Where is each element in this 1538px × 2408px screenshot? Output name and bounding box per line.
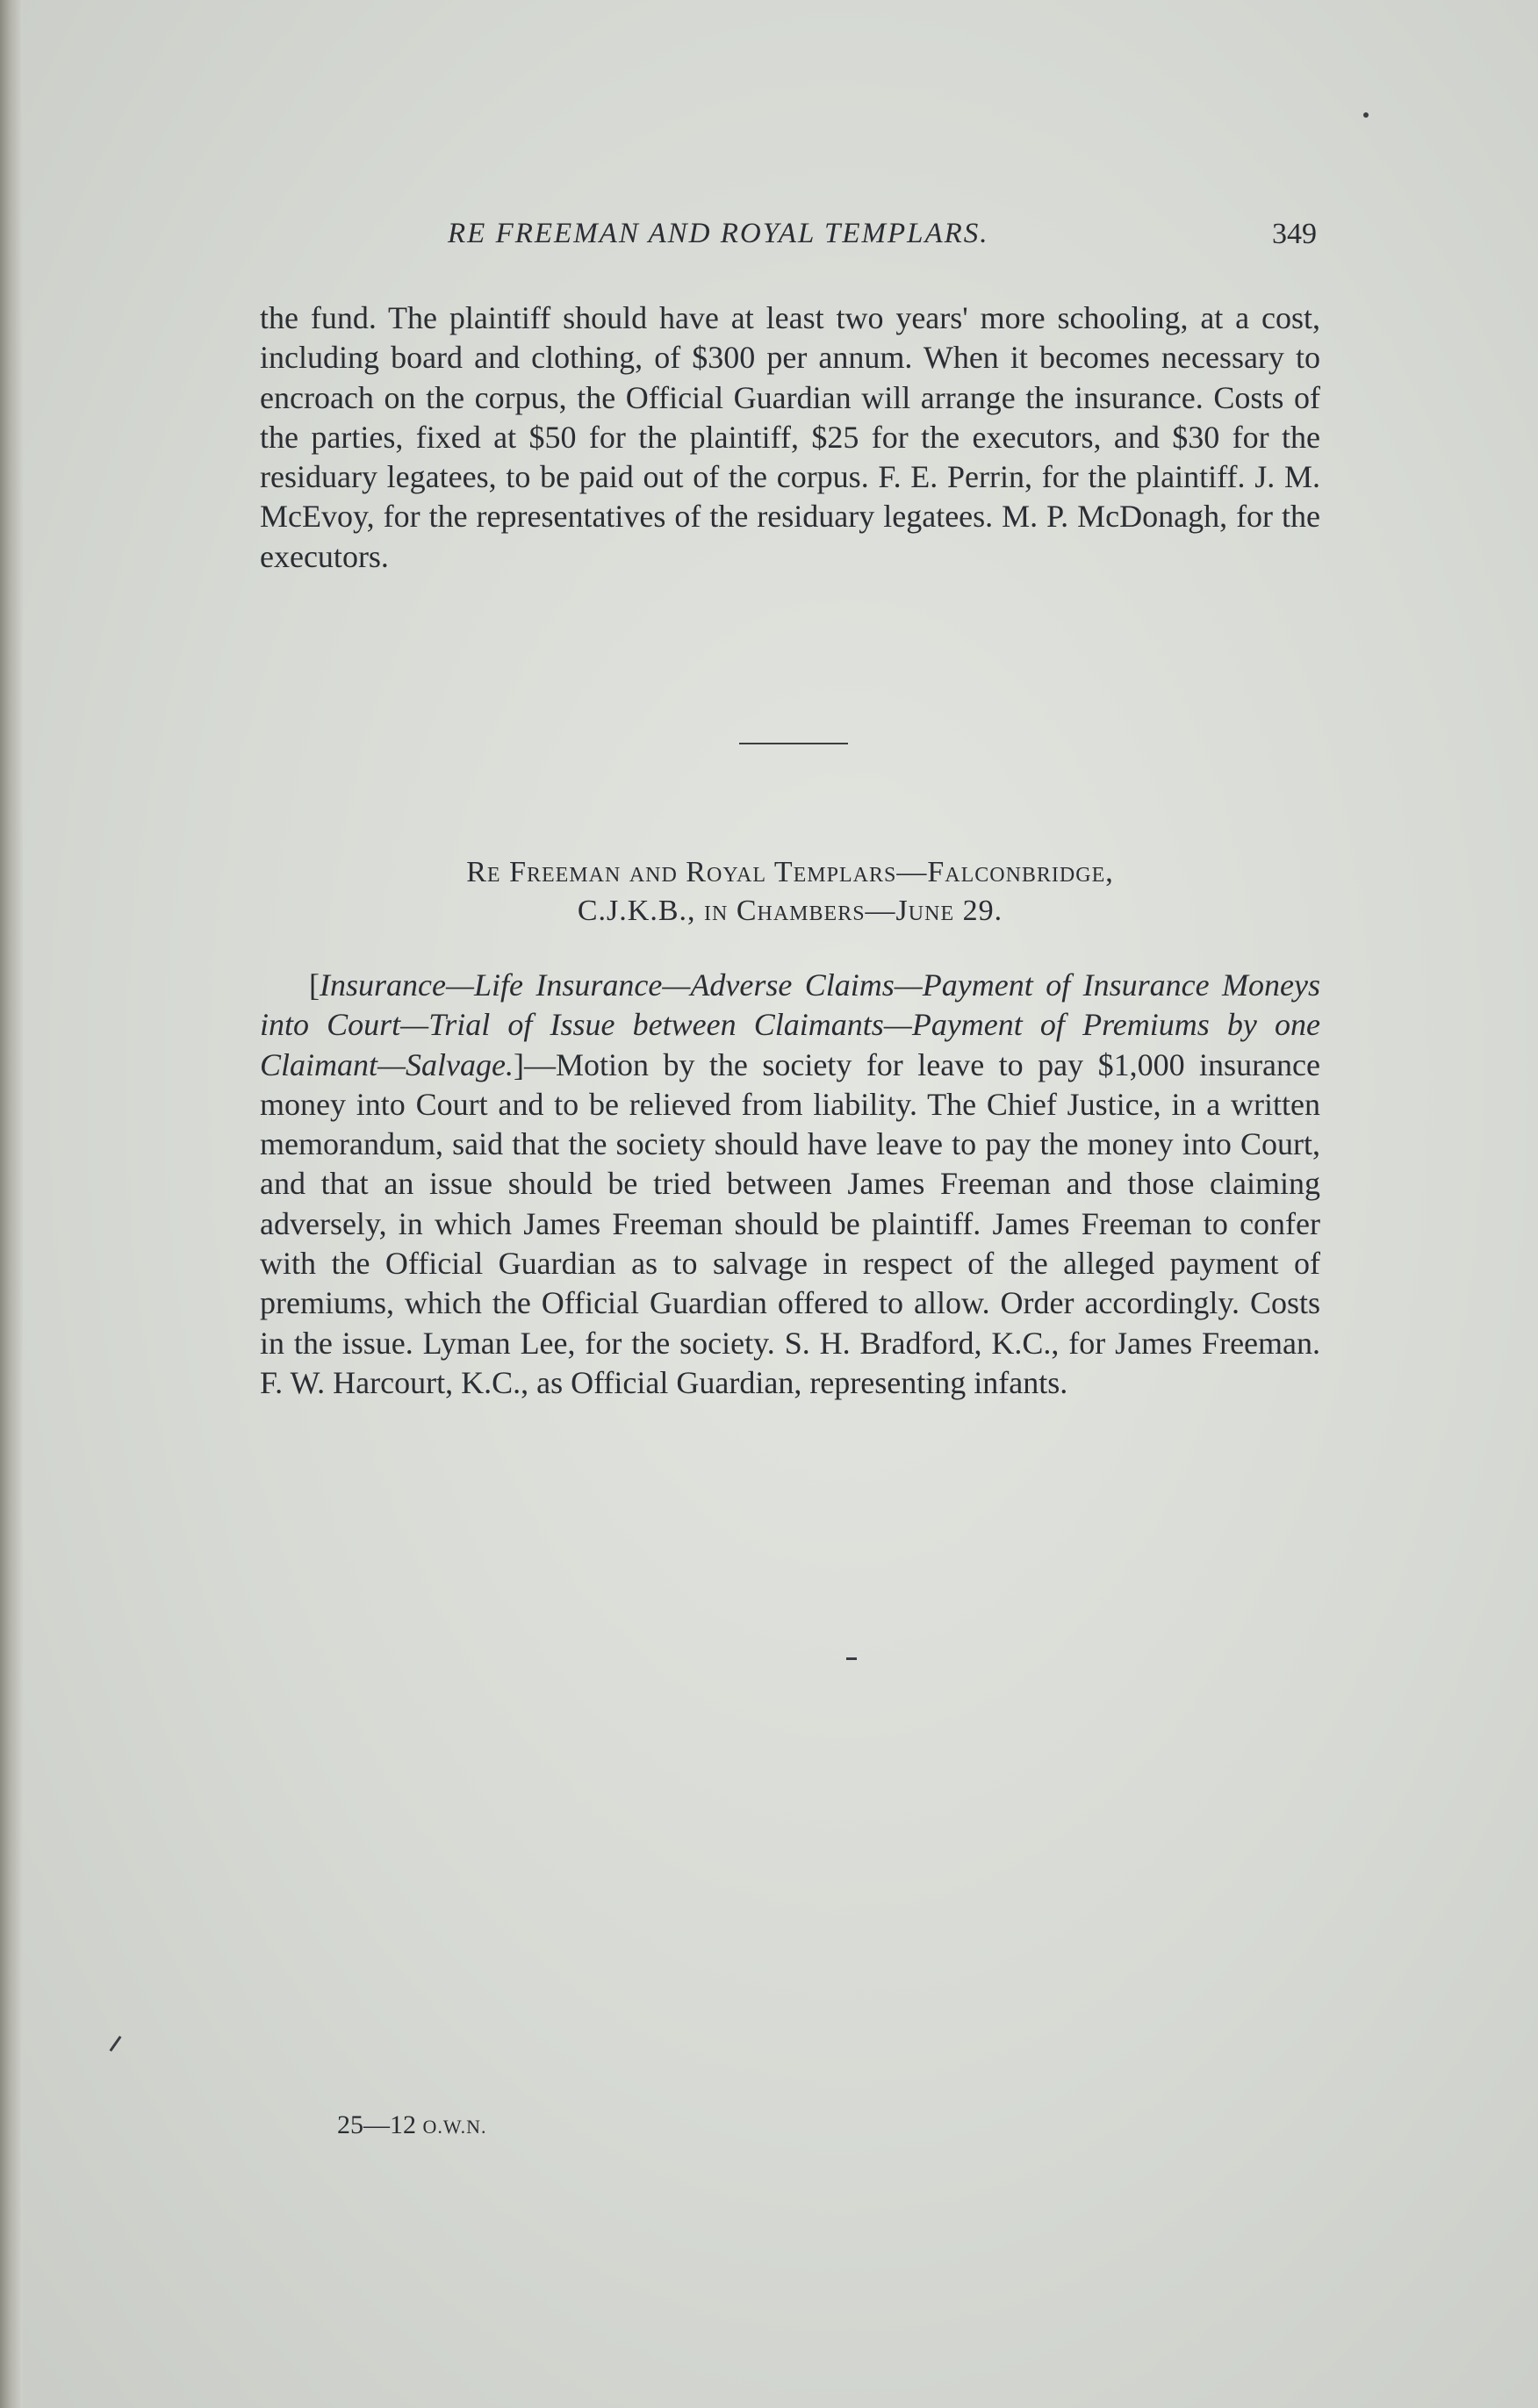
case-heading: [260, 853, 1320, 931]
section-divider: [739, 743, 848, 744]
book-spine-shadow: [0, 0, 23, 2408]
running-head: RE FREEMAN AND ROYAL TEMPLARS.: [448, 218, 989, 249]
page-header: [263, 218, 1317, 262]
signature-abbrev: O.W.N.: [422, 2116, 487, 2138]
case-body: ]—Motion by the society for leave to pay $1,000 insurance money into Court and to be relieved from liability. The Chief Justice, in a written memorandum, said that the society should have leave to pay the money into Court, and that an issue should be tried between James Freeman and those claiming adversely, in which James Freeman should be plaintiff. James Freeman to confer with the Official Guardian as to salvage in respect of the alleged payment of premiums, which the Official Guardian offered to allow. Order accordingly. Costs in the issue. Lyman Lee, for the society. S. H. Bradford, K.C., for James Freeman. F. W. Harcourt, K.C., as Official Guardian, representing infants.: [260, 1046, 1320, 1400]
case-paragraph: [Insurance—Life Insurance—Adverse Claims—Payment of Insurance Moneys into Court—Trial of Issue between Claimants—Payment of Premiums by one Claimant—Salvage.]—Motion by the society for leave to pay $1,000 insurance money into Court and to be relieved from liability. The Chief Justice, in a written memorandum, said that the society should have leave to pay the money into Court, and that an issue should be tried between James Freeman and those claiming adversely, in which James Freeman should be plaintiff. James Freeman to confer with the Official Guardian as to salvage in respect of the alleged payment of premiums, which the Official Guardian offered to allow. Order accordingly. Costs in the issue. Lyman Lee, for the society. S. H. Bradford, K.C., for James Freeman. F. W. Harcourt, K.C., as Official Guardian, representing infants.: [260, 967, 1320, 1400]
signature-number: 25—12: [337, 2110, 416, 2139]
ink-speck: [1363, 112, 1369, 118]
case-heading-line-2: C.J.K.B., in Chambers—June 29.: [577, 895, 1003, 927]
case-catchwords: Insurance—Life Insurance—Adverse Claims—Payment of Insurance Moneys into Court—Trial of Issue between Claimants—Payment of Premiums by one Claimant—Salvage.: [260, 967, 1320, 1082]
ink-speck: [846, 1657, 857, 1660]
ink-speck: [110, 2036, 122, 2052]
signature-mark: [337, 2110, 487, 2140]
page-number: 349: [1272, 218, 1317, 250]
case-heading-line-1: Re Freeman and Royal Templars—Falconbridge,: [466, 856, 1114, 888]
continued-paragraph: the fund. The plaintiff should have at least two years' more schooling, at a cost, including board and clothing, of $300 per annum. When it becomes necessary to encroach on the corpus, the Official Guardian will arrange the insurance. Costs of the parties, fixed at $50 for the plaintiff, $25 for the executors, and $30 for the residuary legatees, to be paid out of the corpus. F. E. Perrin, for the plaintiff. J. M. McEvoy, for the representatives of the residuary legatees. M. P. McDonagh, for the executors.: [260, 300, 1320, 574]
